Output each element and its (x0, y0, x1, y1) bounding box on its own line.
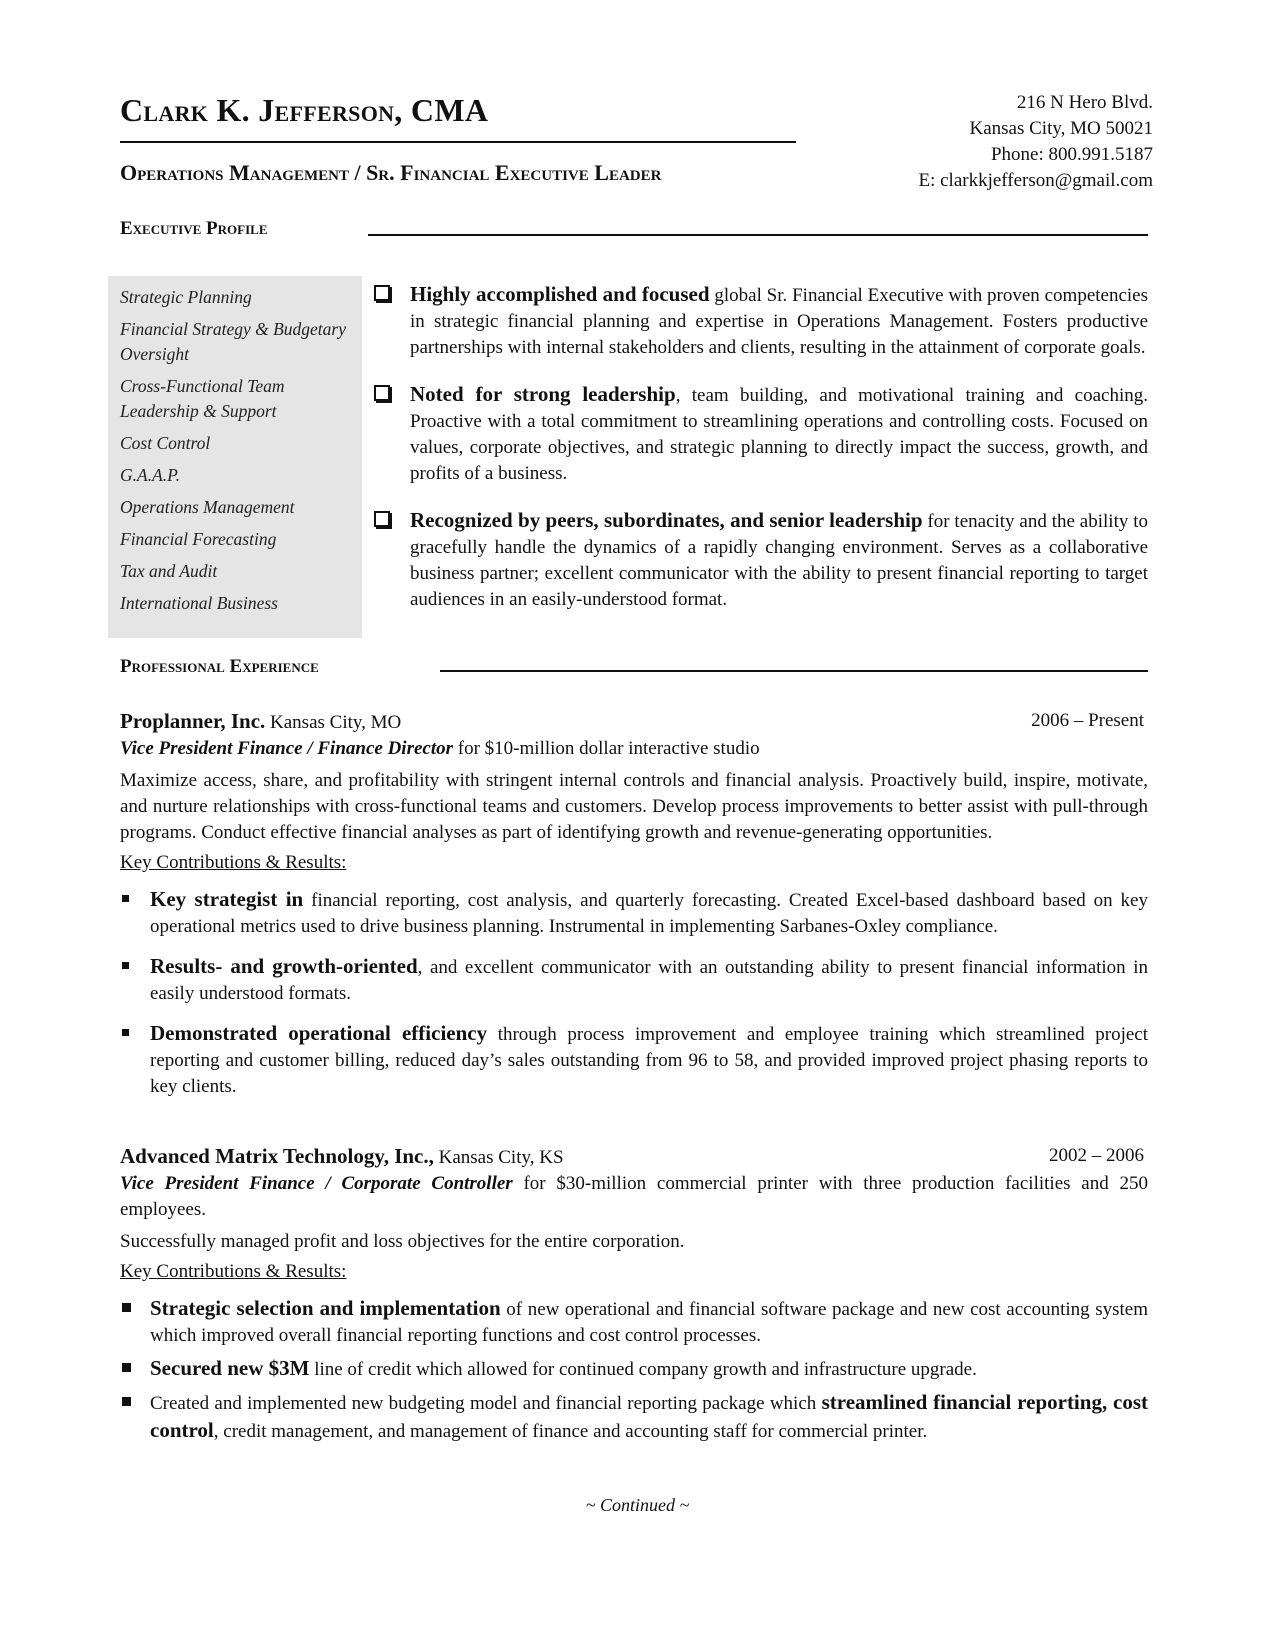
job-role: Vice President Finance / Finance Director (120, 738, 454, 759)
job-role: Vice President Finance / Corporate Controller (120, 1173, 513, 1194)
profile-bullet-lead: Noted for strong leadership (410, 382, 676, 406)
job-title (120, 736, 1148, 762)
skill-item: International Business (120, 593, 278, 613)
professional-experience-rule (440, 670, 1148, 672)
skills-sidebar (108, 276, 362, 638)
job-header (120, 708, 1148, 736)
result-lead: streamlined financial reporting, cost control (150, 1390, 1149, 1442)
result-item (120, 1355, 1148, 1383)
result-lead: Secured new $3M (150, 1356, 310, 1380)
result-text: through process improvement and employee training which streamlined project reporting and customer billing, reduced day’s sales outstanding from 96 to 58, and provided improved project phasing reports to key clients. (150, 1024, 1149, 1097)
result-lead: Demonstrated operational efficiency (150, 1021, 488, 1045)
job-role-description: for $30-million commercial printer with three production facilities and 250 employees. (120, 1173, 1148, 1220)
professional-experience-heading: Professional Experience (120, 656, 319, 677)
company-name: Proplanner, Inc. (120, 709, 266, 733)
job-dates: 2002 – 2006 (1049, 1145, 1144, 1166)
company-location: Kansas City, KS (433, 1147, 564, 1168)
skill-item: Cross-Functional Team Leadership & Support (120, 376, 285, 421)
executive-profile-heading: Executive Profile (120, 218, 268, 239)
company-location: Kansas City, MO (265, 712, 402, 733)
square-bullet-icon (122, 962, 129, 969)
address-line-2: Kansas City, MO 50021 (969, 118, 1153, 139)
skill-item: Financial Strategy & Budgetary Oversight (120, 319, 346, 364)
profile-bullet-text: global Sr. Financial Executive with proven competencies in strategic financial planning and expertise in Operations Management. Fosters productive partnerships with internal stakeholders and clients, resulting in the attainment of corporate goals. (410, 285, 1149, 358)
profile-summary (372, 281, 1148, 633)
results-list (120, 886, 1148, 1100)
job-description: Maximize access, share, and profitability with stringent internal controls and financial analysis. Proactively build, inspire, motivate, and nurture relationships with cross-functional teams and customers. Develop process improvements to better assist with pull-through programs. Conduct effective financial analyses as part of identifying growth and revenue-generating opportunities. (120, 770, 1148, 843)
email-address: E: clarkkjefferson@gmail.com (918, 170, 1153, 191)
square-bullet-icon (122, 1363, 131, 1372)
name-underline (120, 141, 796, 143)
checkbox-bullet-icon (374, 385, 390, 401)
profile-bullet (372, 281, 1148, 361)
company-name: Advanced Matrix Technology, Inc., (120, 1144, 434, 1168)
skill-item: Strategic Planning (120, 287, 252, 307)
results-list (120, 1295, 1148, 1445)
checkbox-bullet-icon (374, 285, 390, 301)
result-lead: Strategic selection and implementation (150, 1296, 501, 1320)
job-entry (120, 1143, 1148, 1451)
checkbox-bullet-icon (374, 511, 390, 527)
address-line-1: 216 N Hero Blvd. (1016, 92, 1153, 113)
result-text: financial reporting, cost analysis, and quarterly forecasting. Created Excel-based dashboard based on key operational metrics used to drive business planning. Instrumental in implementing Sarbanes-Oxley compliance. (150, 890, 1148, 937)
result-prefix: Created and implemented new budgeting model and financial reporting package which (150, 1393, 822, 1414)
result-item (120, 1295, 1148, 1349)
result-item (120, 953, 1148, 1007)
profile-bullet-lead: Highly accomplished and focused (410, 282, 710, 306)
skill-item: Cost Control (120, 433, 211, 453)
job-description: Successfully managed profit and loss objectives for the entire corporation. (120, 1231, 685, 1252)
result-text: , and excellent communicator with an outstanding ability to present financial information in easily understood formats. (150, 957, 1148, 1004)
job-entry (120, 708, 1148, 1113)
skill-item: G.A.A.P. (120, 465, 180, 485)
result-text: , credit management, and management of finance and accounting staff for commercial printer. (213, 1421, 928, 1442)
result-text: of new operational and financial software package and new cost accounting system which improved overall financial reporting functions and cost control processes. (150, 1299, 1148, 1346)
key-contributions-label: Key Contributions & Results: (120, 852, 347, 873)
result-lead: Key strategist in (150, 887, 304, 911)
square-bullet-icon (122, 1029, 129, 1036)
square-bullet-icon (122, 1303, 131, 1312)
job-dates: 2006 – Present (1031, 710, 1144, 731)
square-bullet-icon (122, 895, 129, 902)
job-role-description: for $10-million dollar interactive studio (453, 738, 760, 759)
profile-bullet-lead: Recognized by peers, subordinates, and senior leadership (410, 508, 923, 532)
profile-bullet (372, 381, 1148, 487)
profile-bullet-text: for tenacity and the ability to gracefully handle the dynamics of a rapidly changing environment. Serves as a collaborative business partner; excellent communicator with the ability to present financial reporting to target audiences in an easily-understood format. (410, 511, 1148, 610)
key-contributions-label: Key Contributions & Results: (120, 1261, 347, 1282)
result-lead: Results- and growth-oriented (150, 954, 418, 978)
result-item (120, 886, 1148, 940)
result-item (120, 1389, 1148, 1445)
skill-item: Operations Management (120, 497, 295, 517)
profile-bullet (372, 507, 1148, 613)
contact-block (918, 90, 1153, 194)
candidate-name: Clark K. Jefferson, CMA (120, 92, 489, 128)
job-header (120, 1143, 1148, 1171)
result-item (120, 1020, 1148, 1100)
skill-item: Financial Forecasting (120, 529, 277, 549)
candidate-title: Operations Management / Sr. Financial Executive Leader (120, 160, 662, 185)
square-bullet-icon (122, 1397, 131, 1406)
continued-footer: ~ Continued ~ (585, 1495, 690, 1515)
result-text: line of credit which allowed for continued company growth and infrastructure upgrade. (309, 1359, 977, 1380)
executive-profile-rule (368, 234, 1148, 236)
job-title (120, 1171, 1148, 1223)
profile-bullet-text: , team building, and motivational training and coaching. Proactive with a total commitment to streamlining operations and controlling costs. Focused on values, corporate objectives, and strategic planning to directly impact the success, growth, and profits of a business. (410, 385, 1148, 484)
skill-item: Tax and Audit (120, 561, 218, 581)
phone-number: Phone: 800.991.5187 (990, 144, 1153, 165)
